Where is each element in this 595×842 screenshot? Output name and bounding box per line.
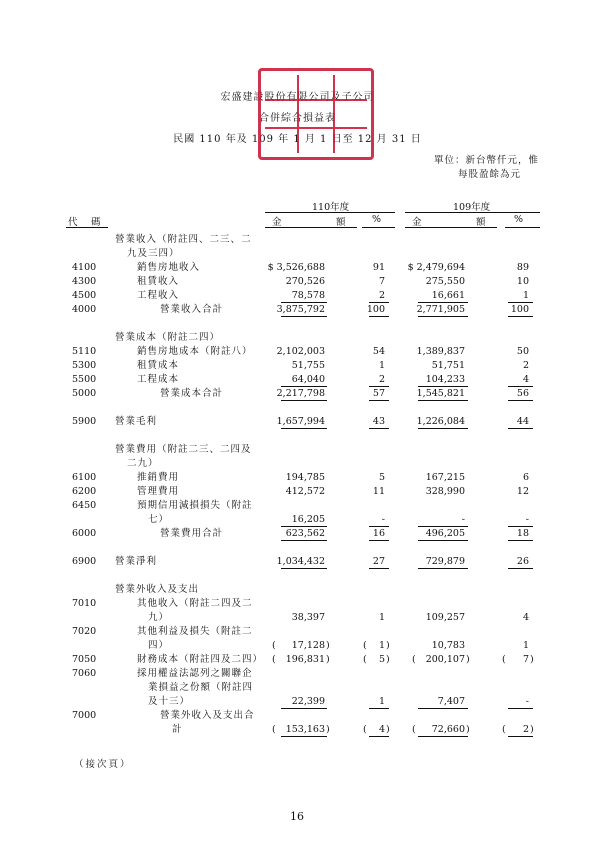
account-label: 工程收入 (137, 290, 180, 301)
pct-110-value: 5 (378, 472, 385, 483)
negative-open-paren: ( (502, 724, 506, 735)
amount-110-header-left: 金 (272, 217, 282, 228)
pct-109-value: 100 (510, 304, 529, 315)
statement-row (0, 416, 595, 428)
pct-109-value: 26 (516, 556, 529, 567)
statement-row (0, 388, 595, 400)
account-code: 7010 (72, 598, 97, 609)
negative-close-paren: ) (466, 654, 470, 665)
account-label: 業損益之份額（附註四 (148, 682, 254, 693)
total-underline (418, 526, 468, 527)
amount-109-value: 2,771,905 (416, 304, 465, 315)
statement-row (0, 472, 595, 484)
account-code: 5500 (72, 374, 97, 385)
year-110-header: 110年度 (312, 202, 350, 213)
amount-110-value: 3,875,792 (276, 304, 325, 315)
pct-109-value: - (525, 514, 529, 525)
code-column-header: 代 碼 (68, 217, 103, 228)
account-label: 營業淨利 (115, 556, 158, 567)
total-underline (508, 386, 533, 387)
statement-row (0, 612, 595, 624)
statement-row (0, 290, 595, 302)
negative-close-paren: ) (326, 724, 330, 735)
pct-109-value: 18 (516, 528, 529, 539)
pct-110-value: 27 (372, 556, 385, 567)
account-label: 銷售房地收入 (137, 262, 201, 273)
account-code: 7020 (72, 626, 97, 637)
pct-110-value: 2 (378, 290, 385, 301)
account-label: 營業收入（附註四、二三、二 (115, 234, 252, 245)
total-underline (418, 302, 468, 303)
amount-109-value: 10,783 (431, 640, 465, 651)
total-underline (281, 736, 327, 737)
total-underline (418, 736, 468, 737)
amount-109-value: 51,751 (431, 360, 465, 371)
account-label: 營業費用（附註二三、二四及 (115, 444, 252, 455)
total-underline (508, 316, 533, 317)
pct-109-header: % (514, 214, 524, 225)
year-109-header: 109年度 (453, 202, 491, 213)
amount-109-value: 275,550 (425, 276, 465, 287)
total-underline (508, 302, 533, 303)
statement-row (0, 332, 595, 344)
negative-open-paren: ( (272, 640, 276, 651)
negative-open-paren: ( (412, 724, 416, 735)
statement-row (0, 724, 595, 736)
account-code: 4000 (72, 304, 97, 315)
total-underline (281, 386, 327, 387)
pct-110-value: 1 (378, 360, 385, 371)
amount-109-value: 729,879 (425, 556, 465, 567)
code-header-rule (66, 227, 108, 228)
company-name: 宏盛建設股份有限公司及子公司 (220, 92, 375, 103)
statement-title: 合併綜合損益表 (259, 113, 336, 124)
total-underline (281, 428, 327, 429)
statement-row (0, 696, 595, 708)
statement-row (0, 458, 595, 470)
account-label: 管理費用 (137, 486, 180, 497)
amount-110-value: 1,034,432 (276, 556, 325, 567)
amount-110-value: 196,831 (285, 654, 325, 665)
amount-109-value: 16,661 (431, 290, 465, 301)
year-110-rule (265, 212, 395, 213)
statement-row (0, 584, 595, 596)
statement-row (0, 598, 595, 610)
negative-close-paren: ) (386, 724, 390, 735)
pct-109-value: 12 (516, 486, 529, 497)
pct-110-header-rule (362, 227, 395, 228)
account-label: 營業外收入及支出 (115, 584, 200, 595)
total-underline (369, 736, 389, 737)
amount-109-value: 1,226,084 (416, 416, 465, 427)
negative-open-paren: ( (363, 724, 367, 735)
account-label: 營業毛利 (115, 416, 158, 427)
page-number: 16 (290, 810, 304, 823)
account-label: 其他收入（附註二四及二 (137, 598, 253, 609)
amount-109-header-rule (405, 227, 497, 228)
statement-row (0, 360, 595, 372)
pct-110-value: 43 (372, 416, 385, 427)
statement-row (0, 514, 595, 526)
amount-110-value: 1,657,994 (276, 416, 325, 427)
account-code: 7000 (72, 710, 97, 721)
pct-110-value: 4 (378, 724, 385, 735)
amount-110-value: 51,755 (291, 360, 325, 371)
statement-row (0, 500, 595, 512)
negative-open-paren: ( (412, 654, 416, 665)
amount-110-value: 16,205 (291, 514, 325, 525)
amount-110-header-right: 額 (336, 217, 346, 228)
pct-110-value: 100 (366, 304, 385, 315)
account-code: 6450 (72, 500, 97, 511)
account-code: 7050 (72, 654, 97, 665)
pct-110-value: 5 (378, 654, 385, 665)
total-underline (369, 568, 389, 569)
account-label: 財務成本（附註四及二四） (137, 654, 264, 665)
pct-110-value: 54 (372, 346, 385, 357)
pct-109-value: 10 (516, 276, 529, 287)
statement-row (0, 444, 595, 456)
negative-close-paren: ) (530, 654, 534, 665)
amount-109-value: 167,215 (425, 472, 465, 483)
pct-110-value: 57 (372, 388, 385, 399)
pct-110-value: 16 (372, 528, 385, 539)
account-label: 四） (148, 640, 170, 651)
amount-110-value: 38,397 (291, 612, 325, 623)
account-code: 6100 (72, 472, 97, 483)
account-label: 營業費用合計 (160, 528, 224, 539)
negative-close-paren: ) (326, 654, 330, 665)
total-underline (508, 568, 533, 569)
total-underline (281, 540, 327, 541)
total-underline (508, 736, 533, 737)
total-underline (369, 316, 389, 317)
account-code: 4500 (72, 290, 97, 301)
amount-109-value: 1,389,837 (416, 346, 465, 357)
total-underline (418, 386, 468, 387)
amount-109-value: - (461, 514, 465, 525)
pct-109-value: 2 (522, 360, 529, 371)
statement-row (0, 248, 595, 260)
total-underline (281, 708, 327, 709)
amount-110-value: 78,578 (291, 290, 325, 301)
unit-line-2: 每股盈餘為元 (457, 169, 521, 180)
total-underline (369, 302, 389, 303)
statement-row (0, 654, 595, 666)
total-underline (508, 428, 533, 429)
statement-row (0, 262, 595, 274)
pct-110-value: 1 (378, 640, 385, 651)
negative-open-paren: ( (502, 654, 506, 665)
account-code: 5110 (72, 346, 97, 357)
account-label: 營業收入合計 (160, 304, 224, 315)
pct-109-value: - (525, 696, 529, 707)
pct-110-value: 11 (372, 486, 385, 497)
pct-109-value: 4 (522, 612, 529, 623)
pct-110-value: 1 (378, 696, 385, 707)
total-underline (418, 708, 468, 709)
account-code: 6200 (72, 486, 97, 497)
amount-110-value: $ 3,526,688 (267, 262, 325, 273)
amount-109-value: $ 2,479,694 (407, 262, 465, 273)
total-underline (418, 540, 468, 541)
account-label: 銷售房地成本（附註八） (137, 346, 253, 357)
amount-110-value: 2,217,798 (276, 388, 325, 399)
negative-close-paren: ) (530, 724, 534, 735)
pct-109-value: 50 (516, 346, 529, 357)
account-label: 工程成本 (137, 374, 180, 385)
statement-row (0, 710, 595, 722)
amount-110-value: 17,128 (291, 640, 325, 651)
account-label: 營業成本（附註二四） (115, 332, 221, 343)
negative-close-paren: ) (326, 640, 330, 651)
statement-row (0, 374, 595, 386)
amount-109-header-right: 額 (476, 217, 486, 228)
amount-109-value: 7,407 (437, 696, 465, 707)
pct-109-value: 1 (522, 640, 529, 651)
account-label: 營業外收入及支出合 (160, 710, 255, 721)
pct-109-value: 1 (522, 290, 529, 301)
account-code: 6900 (72, 556, 97, 567)
account-label: 租賃成本 (137, 360, 180, 371)
total-underline (369, 400, 389, 401)
amount-109-header-left: 金 (412, 217, 422, 228)
account-label: 營業成本合計 (160, 388, 224, 399)
company-seal-stamp (258, 68, 374, 160)
total-underline (508, 400, 533, 401)
amount-110-value: 2,102,003 (276, 346, 325, 357)
statement-row (0, 626, 595, 638)
unit-line-1: 單位：新台幣仟元，惟 (433, 155, 539, 166)
amount-109-value: 1,545,821 (416, 388, 465, 399)
pct-109-value: 89 (516, 262, 529, 273)
negative-open-paren: ( (272, 654, 276, 665)
amount-110-value: 64,040 (291, 374, 325, 385)
amount-110-value: 22,399 (291, 696, 325, 707)
amount-109-value: 496,205 (425, 528, 465, 539)
statement-row (0, 556, 595, 568)
negative-open-paren: ( (272, 724, 276, 735)
account-label: 採用權益法認列之關聯企 (137, 668, 253, 679)
statement-row (0, 234, 595, 246)
amount-110-value: 194,785 (285, 472, 325, 483)
continued-note: （接次頁） (74, 759, 132, 770)
account-label: 二九） (127, 458, 159, 469)
total-underline (281, 302, 327, 303)
account-label: 預期信用減損損失（附註 (137, 500, 253, 511)
amount-109-value: 328,990 (425, 486, 465, 497)
amount-109-value: 109,257 (425, 612, 465, 623)
negative-close-paren: ) (466, 724, 470, 735)
account-label: 九） (148, 612, 170, 623)
amount-110-value: 153,163 (285, 724, 325, 735)
amount-110-value: 623,562 (285, 528, 325, 539)
pct-109-header-rule (505, 227, 540, 228)
total-underline (369, 708, 389, 709)
total-underline (369, 526, 389, 527)
negative-close-paren: ) (386, 654, 390, 665)
pct-110-value: 91 (372, 262, 385, 273)
total-underline (281, 400, 327, 401)
negative-open-paren: ( (363, 640, 367, 651)
statement-row (0, 276, 595, 288)
account-label: 其他利益及損失（附註二 (137, 626, 253, 637)
statement-row (0, 346, 595, 358)
account-label: 推銷費用 (137, 472, 180, 483)
account-label: 計 (172, 724, 183, 735)
total-underline (281, 526, 327, 527)
total-underline (508, 708, 533, 709)
total-underline (369, 386, 389, 387)
pct-110-header: % (372, 214, 382, 225)
pct-110-value: - (381, 514, 385, 525)
amount-110-value: 412,572 (285, 486, 325, 497)
total-underline (508, 540, 533, 541)
total-underline (281, 316, 327, 317)
negative-close-paren: ) (386, 640, 390, 651)
account-code: 7060 (72, 668, 97, 679)
account-label: 租賃收入 (137, 276, 180, 287)
account-code: 4300 (72, 276, 97, 287)
total-underline (418, 400, 468, 401)
total-underline (508, 526, 533, 527)
statement-row (0, 304, 595, 316)
pct-110-value: 2 (378, 374, 385, 385)
amount-110-header-rule (265, 227, 357, 228)
pct-109-value: 6 (522, 472, 529, 483)
statement-row (0, 682, 595, 694)
amount-110-value: 270,526 (285, 276, 325, 287)
account-code: 5300 (72, 360, 97, 371)
period-line: 民國 110 年及 109 年 1 月 1 日至 12 月 31 日 (173, 134, 422, 145)
account-code: 6000 (72, 528, 97, 539)
pct-109-value: 44 (516, 416, 529, 427)
total-underline (418, 316, 468, 317)
pct-109-value: 4 (522, 374, 529, 385)
account-label: 九及三四） (127, 248, 180, 259)
account-code: 5900 (72, 416, 97, 427)
pct-109-value: 56 (516, 388, 529, 399)
account-label: 及十三） (148, 696, 191, 707)
statement-row (0, 668, 595, 680)
total-underline (369, 428, 389, 429)
amount-109-value: 200,107 (425, 654, 465, 665)
pct-109-value: 2 (522, 724, 529, 735)
statement-row (0, 640, 595, 652)
amount-109-value: 72,660 (431, 724, 465, 735)
statement-row (0, 486, 595, 498)
pct-109-value: 7 (522, 654, 529, 665)
pct-110-value: 1 (378, 612, 385, 623)
total-underline (418, 428, 468, 429)
account-code: 5000 (72, 388, 97, 399)
account-code: 4100 (72, 262, 97, 273)
total-underline (418, 568, 468, 569)
statement-row (0, 528, 595, 540)
account-label: 七） (148, 514, 170, 525)
amount-109-value: 104,233 (425, 374, 465, 385)
total-underline (281, 568, 327, 569)
year-109-rule (405, 212, 540, 213)
negative-open-paren: ( (363, 654, 367, 665)
total-underline (369, 540, 389, 541)
pct-110-value: 7 (378, 276, 385, 287)
